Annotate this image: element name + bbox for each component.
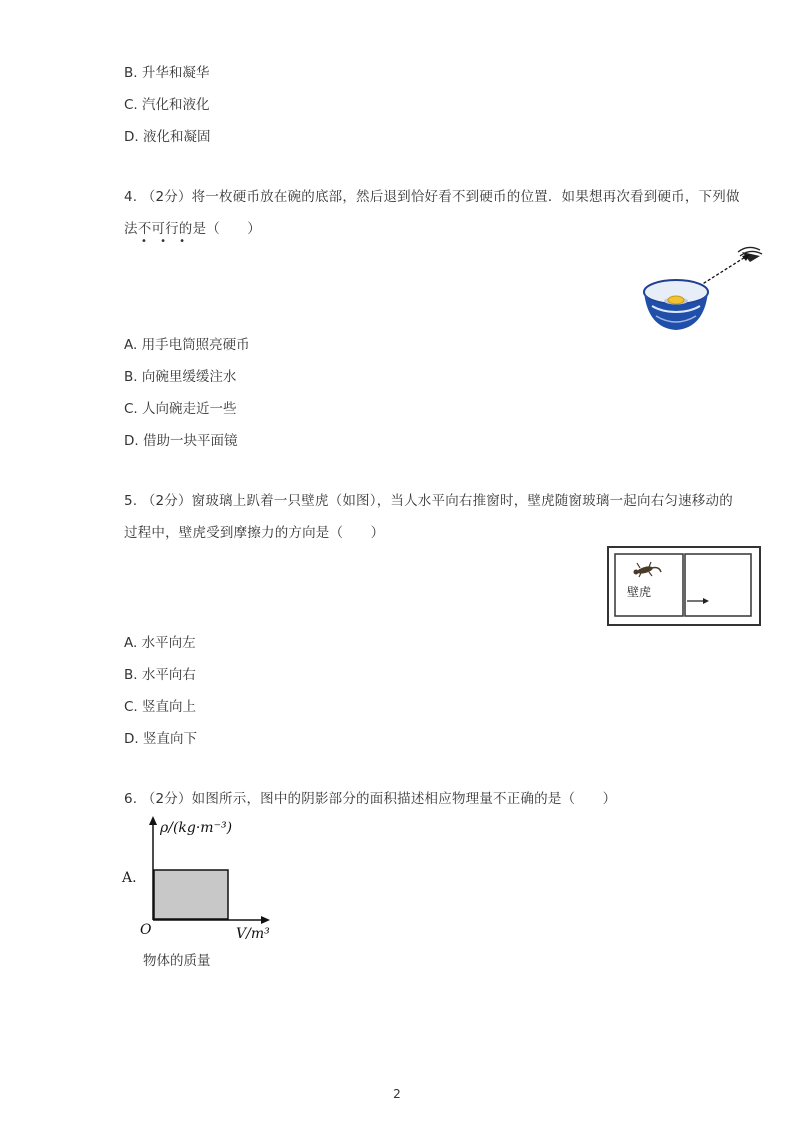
q3-option-c: C. 汽化和液化 — [124, 97, 210, 113]
y-axis-label: ρ/(kg·m⁻³) — [160, 820, 233, 836]
q4-option-c: C. 人向碗走近一些 — [124, 401, 237, 417]
q5-option-a: A. 水平向左 — [124, 635, 196, 651]
window-gecko-figure — [607, 546, 761, 626]
q3-option-b: B. 升华和凝华 — [124, 65, 210, 81]
q5-option-b: B. 水平向右 — [124, 667, 196, 683]
q4-option-b: B. 向碗里缓缓注水 — [124, 369, 237, 385]
shaded-area — [154, 870, 228, 919]
option-a-label: A. — [122, 870, 137, 886]
q5-stem-line2: 过程中，壁虎受到摩擦力的方向是（ ） — [124, 525, 385, 541]
page-number: 2 — [393, 1087, 401, 1101]
q6-option-a-caption: 物体的质量 — [143, 953, 211, 969]
q4-option-d: D. 借助一块平面镜 — [124, 433, 238, 449]
gecko-label: 壁虎 — [627, 585, 652, 599]
q5-stem-line1: 5. （2分）窗玻璃上趴着一只壁虎（如图），当人水平向右推窗时，壁虎随窗玻璃一起向右匀速移动的 — [124, 493, 733, 509]
emphasis-dots: • • • — [141, 236, 191, 247]
q4-stem-line1: 4. （2分）将一枚硬币放在碗的底部，然后退到恰好看不到硬币的位置．如果想再次看到硬币，下列做 — [124, 189, 740, 205]
q6-stem: 6. （2分）如图所示，图中的阴影部分的面积描述相应物理量不正确的是（ ） — [124, 791, 617, 807]
origin-label: O — [140, 922, 152, 938]
q3-option-d: D. 液化和凝固 — [124, 129, 211, 145]
q4-stem-line2: 法不可行的是（ ） — [124, 221, 261, 237]
q5-option-d: D. 竖直向下 — [124, 731, 197, 747]
window-diagram — [607, 546, 761, 626]
bowl-coin-eye-figure — [638, 240, 768, 335]
q4-option-a: A. 用手电筒照亮硬币 — [124, 337, 250, 353]
density-volume-graph — [118, 812, 288, 947]
q5-option-c: C. 竖直向上 — [124, 699, 197, 715]
x-axis-label: V/m³ — [236, 926, 270, 942]
bowl-coin-eye-icon — [638, 240, 768, 335]
